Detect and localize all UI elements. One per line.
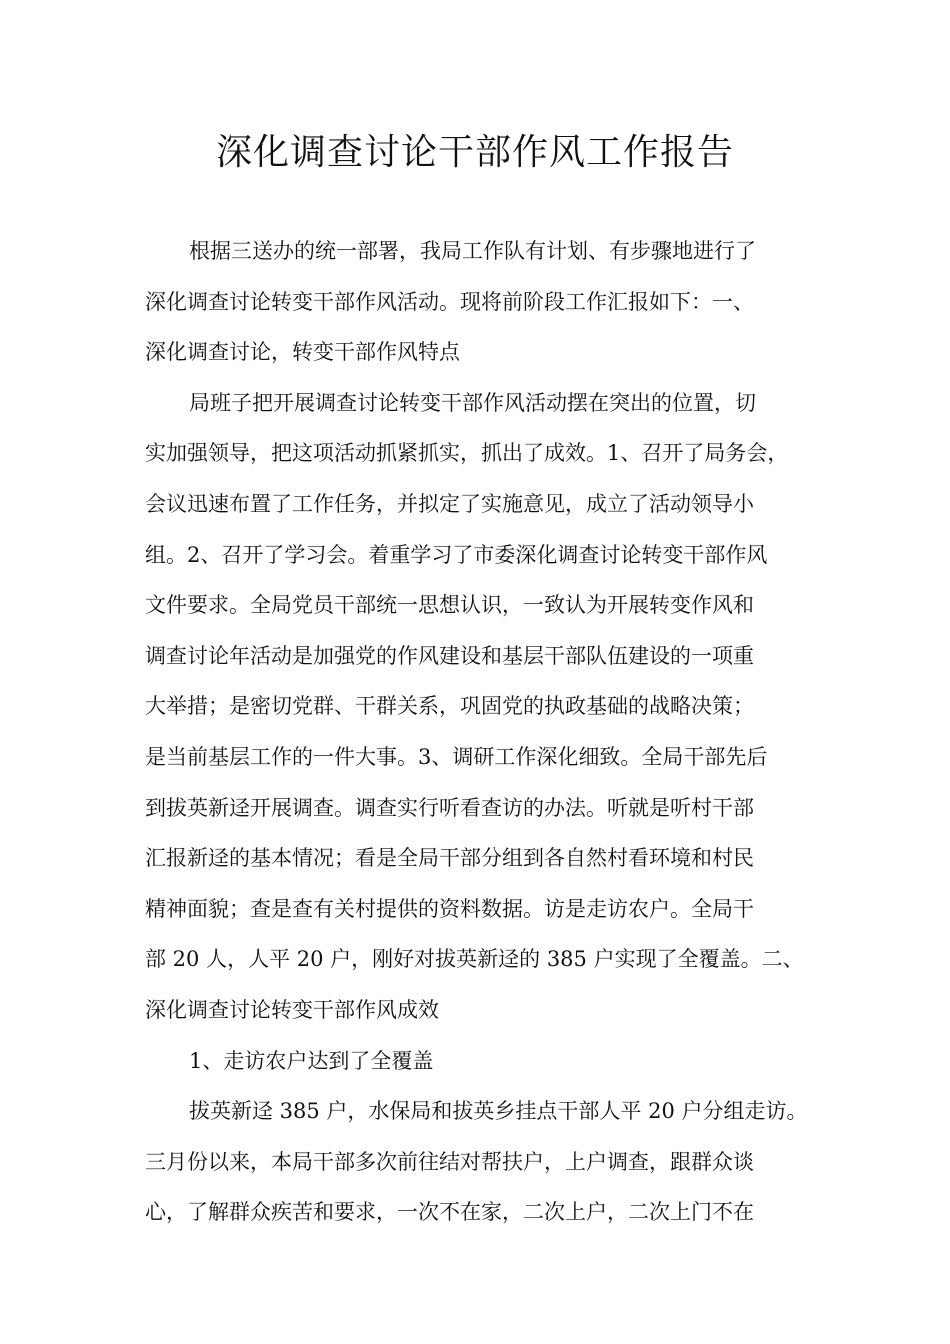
- paragraph-line: 根据三送办的统一部署，我局工作队有计划、有步骤地进行了: [189, 239, 756, 263]
- document-body: [145, 226, 825, 1238]
- paragraph-line: 文件要求。全局党员干部统一思想认识，一致认为开展转变作风和: [145, 593, 754, 618]
- paragraph-line: 实加强领导，把这项活动抓紧抓实，抓出了成效。1、召开了局务会，: [145, 441, 789, 466]
- paragraph-line: 深化调查讨论，转变干部作风特点: [145, 340, 460, 365]
- paragraph-line: 拔英新迳 385 户，水保局和拔英乡挂点干部人平 20 户分组走访。: [189, 1099, 808, 1124]
- paragraph-line: 三月份以来，本局干部多次前往结对帮扶户，上户调查，跟群众谈: [145, 1149, 754, 1174]
- paragraph-line: 会议迅速布置了工作任务，并拟定了实施意见，成立了活动领导小: [145, 491, 754, 516]
- paragraph-line: 心，了解群众疾苦和要求，一次不在家，二次上户，二次上门不在: [145, 1200, 754, 1225]
- paragraph-line: 调查讨论年活动是加强党的作风建设和基层干部队伍建设的一项重: [145, 643, 754, 668]
- paragraph-line: 部 20 人，人平 20 户，刚好对拔英新迳的 385 户实现了全覆盖。二、: [145, 947, 804, 972]
- paragraph-line: 1、走访农户达到了全覆盖: [189, 1048, 434, 1073]
- paragraph-line: 精神面貌；查是查有关村提供的资料数据。访是走访农户。全局干: [145, 896, 754, 921]
- paragraph-line: 到拔英新迳开展调查。调查实行听看查访的办法。听就是听村干部: [145, 795, 754, 820]
- paragraph-line: 大举措；是密切党群、干群关系，巩固党的执政基础的战略决策；: [145, 694, 754, 719]
- document-title: 深化调查讨论干部作风工作报告: [215, 132, 734, 173]
- paragraph-line: 深化调查讨论转变干部作风活动。现将前阶段工作汇报如下：一、: [145, 289, 754, 314]
- paragraph-line: 汇报新迳的基本情况；看是全局干部分组到各自然村看环境和村民: [145, 846, 754, 871]
- paragraph-line: 是当前基层工作的一件大事。3、调研工作深化细致。全局干部先后: [145, 744, 768, 769]
- paragraph-line: 组。2、召开了学习会。着重学习了市委深化调查讨论转变干部作风: [145, 542, 768, 567]
- paragraph-line: 局班子把开展调查讨论转变干部作风活动摆在突出的位置，切: [189, 390, 756, 415]
- paragraph-line: 深化调查讨论转变干部作风成效: [145, 997, 439, 1022]
